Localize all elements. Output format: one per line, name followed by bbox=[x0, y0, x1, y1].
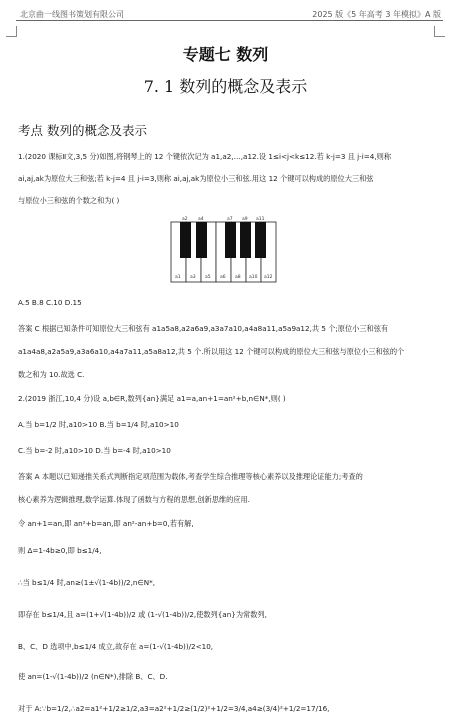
answer-2-line-5: ∴当 b≤1/4 时,an≥(1±√(1-4b))/2,n∈N*, bbox=[18, 578, 155, 587]
question-2-options-ab: A.当 b=1/2 时,a10>10 B.当 b=1/4 时,a10>10 bbox=[18, 420, 179, 429]
key-label-top: a2 bbox=[182, 217, 188, 222]
header-publisher: 北京曲一线图书策划有限公司 bbox=[20, 10, 124, 19]
key-label-top: a9 bbox=[242, 217, 248, 222]
answer-2-line-7: B、C、D 选项中,b≤1/4 成立,故存在 a=(1-√(1-4b))/2<10, bbox=[18, 642, 214, 651]
crop-mark bbox=[6, 26, 17, 37]
key-label-bottom: a12 bbox=[264, 275, 273, 280]
crop-mark bbox=[434, 26, 445, 37]
key-label-bottom: a6 bbox=[220, 275, 226, 280]
answer-2-line-1: 答案 A 本题以已知递推关系式判断指定项范围为载体,考查学生综合推理等核心素养以及推理论证能力;考查的 bbox=[18, 472, 363, 481]
question-2-line-1: 2.(2019 浙江,10,4 分)设 a,b∈R,数列{an}满足 a1=a,an+1=an²+b,n∈N*,则( ) bbox=[18, 394, 286, 403]
section-title: 7. 1 数列的概念及表示 bbox=[143, 77, 308, 96]
key-label-bottom: a10 bbox=[249, 275, 258, 280]
question-1-line-3: 与原位小三和弦的个数之和为( ) bbox=[18, 196, 120, 205]
question-1-options: A.5 B.8 C.10 D.15 bbox=[18, 298, 82, 307]
answer-1-line-2: a1a4a8,a2a5a9,a3a6a10,a4a7a11,a5a8a12,共 5 个.所以用这 12 个键可以构成的原位大三和弦与原位小三和弦的个 bbox=[18, 347, 405, 356]
answer-2-line-6: 即存在 b≤1/4,且 a=(1+√(1-4b))/2 或 (1-√(1-4b))/2,使数列{an}为常数列, bbox=[18, 610, 267, 619]
piano-keys-figure bbox=[170, 216, 282, 284]
answer-1-line-3: 数之和为 10.故选 C. bbox=[18, 370, 85, 379]
key-label-top: a11 bbox=[256, 217, 265, 222]
key-label-top: a4 bbox=[198, 217, 204, 222]
key-label-bottom: a5 bbox=[205, 275, 211, 280]
answer-2-line-8: 使 an=(1-√(1-4b))/2 (n∈N*),排除 B、C、D. bbox=[18, 672, 168, 681]
header-rule bbox=[16, 20, 443, 21]
page-header bbox=[0, 0, 451, 22]
answer-2-line-4: 则 Δ=1-4b≥0,即 b≤1/4, bbox=[18, 546, 102, 555]
key-label-bottom: a3 bbox=[190, 275, 196, 280]
question-1-line-2: ai,aj,ak为原位大三和弦;若 k-j=4 且 j-i=3,则称 ai,aj,ak为原位小三和弦.用这 12 个键可以构成的原位大三和弦 bbox=[18, 174, 374, 183]
answer-2-line-3: 令 an+1=an,即 an²+b=an,即 an²-an+b=0,若有解, bbox=[18, 519, 194, 528]
chapter-title: 专题七 数列 bbox=[182, 45, 269, 64]
answer-2-line-9: 对于 A:∵b=1/2,∴a2=a1²+1/2≥1/2,a3=a2²+1/2≥(1/2)²+1/2=3/4,a4≥(3/4)²+1/2=17/16, bbox=[18, 704, 330, 713]
kaodian-heading: 考点 数列的概念及表示 bbox=[18, 123, 147, 138]
header-edition: 2025 版《5 年高考 3 年模拟》A 版 bbox=[312, 10, 441, 19]
question-2-options-cd: C.当 b=-2 时,a10>10 D.当 b=-4 时,a10>10 bbox=[18, 446, 171, 455]
question-1-line-1: 1.(2020 课标Ⅱ文,3,5 分)如图,将钢琴上的 12 个键依次记为 a1,a2,…,a12.设 1≤i<j<k≤12.若 k-j=3 且 j-i=4,则称 bbox=[18, 152, 392, 161]
answer-2-line-2: 核心素养为逻辑推理,数学运算.体现了函数与方程的思想,创新思维的应用. bbox=[18, 495, 250, 504]
key-label-bottom: a1 bbox=[175, 275, 181, 280]
answer-1-line-1: 答案 C 根据已知条件可知原位大三和弦有 a1a5a8,a2a6a9,a3a7a10,a4a8a11,a5a9a12,共 5 个;原位小三和弦有 bbox=[18, 324, 389, 333]
key-label-bottom: a8 bbox=[235, 275, 241, 280]
key-label-top: a7 bbox=[227, 217, 233, 222]
